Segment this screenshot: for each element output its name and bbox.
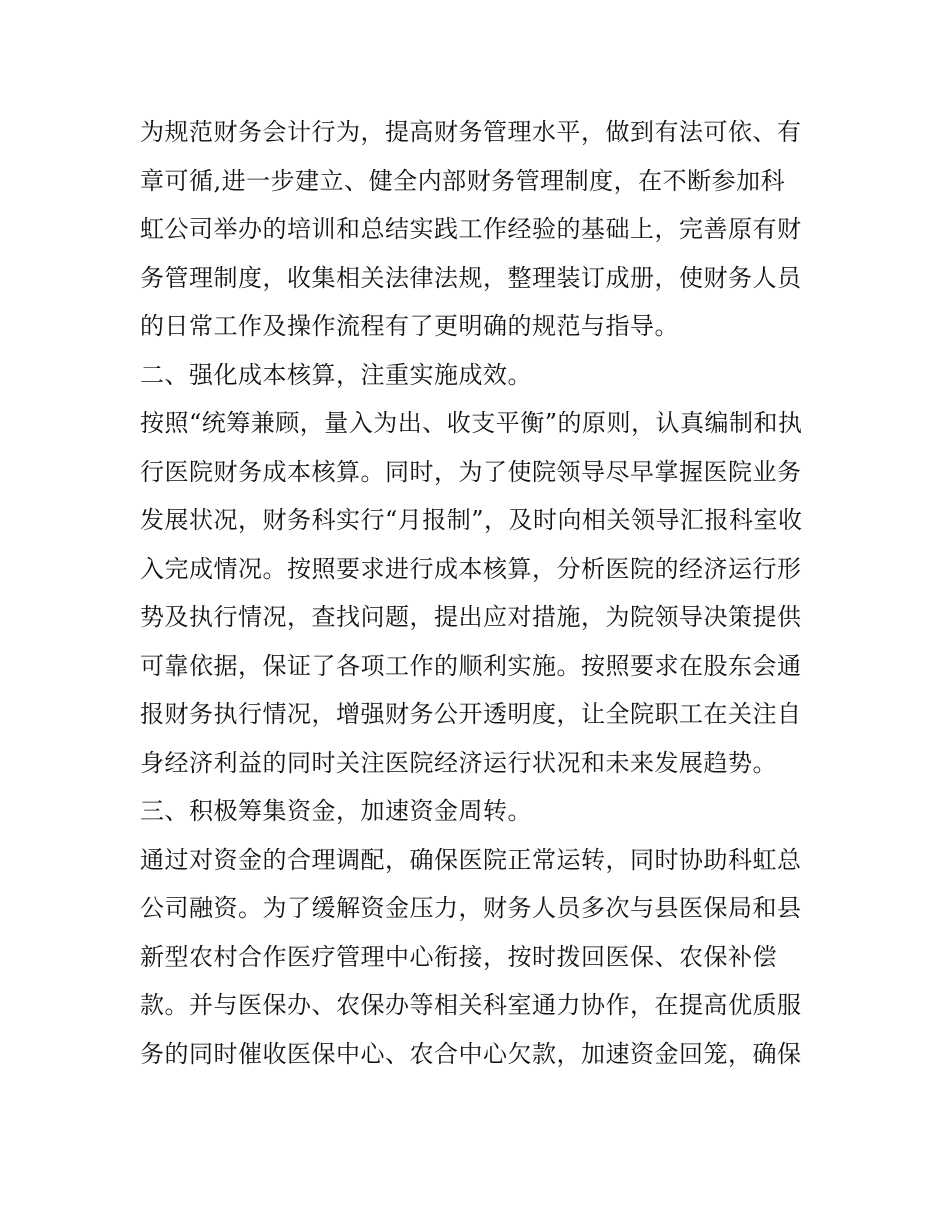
section-heading-2: 二、强化成本核算，注重实施成效。 <box>140 360 532 389</box>
text-line-5: 的日常工作及操作流程有了更明确的规范与指导。 <box>140 312 679 340</box>
text-line-16: 通过对资金的合理调配，确保医院正常运转，同时协助科虹总 <box>140 845 802 874</box>
text-line-7: 按照“统筹兼顾，量入为出、收支平衡”的原则，认真编制和执 <box>140 409 803 437</box>
text-line-8: 行医院财务成本核算。同时，为了使院领导尽早掌握医院业务 <box>140 457 802 486</box>
text-line-1: 为规范财务会计行为，提高财务管理水平，做到有法可依、有 <box>140 118 802 146</box>
text-line-18: 新型农村合作医疗管理中心衔接，按时拨回医保、农保补偿 <box>140 942 777 971</box>
text-line-17: 公司融资。为了缓解资金压力，财务人员多次与县医保局和县 <box>140 894 802 922</box>
text-line-10: 入完成情况。按照要求进行成本核算，分析医院的经济运行形 <box>140 554 802 583</box>
text-line-2: 章可循,进一步建立、健全内部财务管理制度，在不断参加科 <box>140 166 786 195</box>
text-line-20: 务的同时催收医保中心、农合中心欠款，加速资金回笼，确保 <box>140 1039 802 1068</box>
text-line-11: 势及执行情况，查找问题，提出应对措施，为院领导决策提供 <box>140 603 802 631</box>
text-line-19: 款。并与医保办、农保办等相关科室通力协作，在提高优质服 <box>140 991 802 1019</box>
text-line-12: 可靠依据，保证了各项工作的顺利实施。按照要求在股东会通 <box>140 651 802 680</box>
text-line-9: 发展状况，财务科实行“月报制”，及时向相关领导汇报科室收 <box>140 506 803 534</box>
document-body <box>140 108 820 1078</box>
text-line-14: 身经济利益的同时关注医院经济运行状况和未来发展趋势。 <box>140 748 777 777</box>
text-line-13: 报财务执行情况，增强财务公开透明度，让全院职工在关注自 <box>140 700 802 728</box>
text-line-3: 虹公司举办的培训和总结实践工作经验的基础上，完善原有财 <box>140 215 802 243</box>
section-heading-3: 三、积极筹集资金，加速资金周转。 <box>140 797 532 825</box>
text-line-4: 务管理制度，收集相关法律法规，整理装订成册，使财务人员 <box>140 263 802 292</box>
